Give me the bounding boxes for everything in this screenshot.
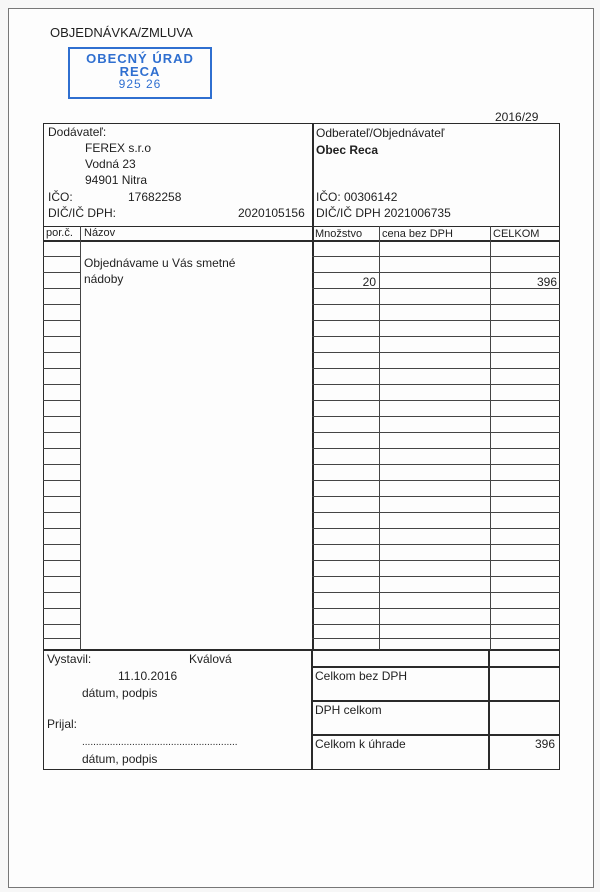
row-line xyxy=(312,384,560,385)
signature-label-1: dátum, podpis xyxy=(82,686,158,700)
municipal-office-stamp xyxy=(68,47,212,99)
row-line xyxy=(43,448,80,449)
item-description-line-1: Objednávame u Vás smetné xyxy=(84,256,236,270)
col-line-4 xyxy=(490,226,491,650)
supplier-name: FEREX s.r.o xyxy=(85,141,152,155)
row-line xyxy=(312,496,560,497)
header-total: CELKOM xyxy=(493,228,540,240)
row-line xyxy=(43,544,80,545)
supplier-ico: 17682258 xyxy=(128,190,182,204)
row-line xyxy=(312,304,560,305)
row-line xyxy=(43,304,80,305)
table-header-line xyxy=(43,240,560,242)
row-line xyxy=(312,528,560,529)
item-quantity: 20 xyxy=(362,275,376,289)
supplier-label: Dodávateľ: xyxy=(48,125,107,139)
row-line xyxy=(312,464,560,465)
received-label: Prijal: xyxy=(47,717,78,731)
row-line xyxy=(43,638,80,639)
row-line xyxy=(43,400,80,401)
row-line xyxy=(43,352,80,353)
row-line xyxy=(43,560,80,561)
customer-dic: DIČ/IČ DPH 2021006735 xyxy=(316,206,451,220)
vat-total-label: DPH celkom xyxy=(315,703,382,717)
row-line xyxy=(43,336,80,337)
customer-ico: IČO: 00306142 xyxy=(316,190,398,204)
signature-label-2: dátum, podpis xyxy=(82,752,158,766)
row-line xyxy=(312,400,560,401)
items-table xyxy=(43,226,560,650)
issued-date: 11.10.2016 xyxy=(118,669,178,683)
totals-line-2 xyxy=(312,700,560,702)
row-line xyxy=(43,272,80,273)
row-line xyxy=(43,624,80,625)
col-line-1 xyxy=(80,226,81,650)
supplier-ico-label: IČO: xyxy=(48,190,73,204)
col-line-2 xyxy=(312,226,314,650)
row-line xyxy=(312,624,560,625)
row-line xyxy=(312,560,560,561)
row-line xyxy=(43,256,80,257)
item-total: 396 xyxy=(536,275,557,289)
row-line xyxy=(312,320,560,321)
row-line xyxy=(312,336,560,337)
form-title: OBJEDNÁVKA/ZMLUVA xyxy=(50,25,193,40)
row-line xyxy=(43,368,80,369)
supplier-city: 94901 Nitra xyxy=(85,173,148,187)
row-line xyxy=(43,384,80,385)
row-line xyxy=(312,638,560,639)
header-price: cena bez DPH xyxy=(382,228,453,240)
row-line xyxy=(312,544,560,545)
col-line-3 xyxy=(379,226,380,650)
customer-label: Odberateľ/Objednávateľ xyxy=(316,126,445,140)
row-line xyxy=(43,464,80,465)
issued-by: Kválová xyxy=(189,652,232,666)
row-line xyxy=(312,448,560,449)
parties-divider xyxy=(312,123,314,227)
row-line xyxy=(43,480,80,481)
supplier-dic: 2020105156 xyxy=(238,206,305,220)
row-line xyxy=(43,320,80,321)
totals-line-3 xyxy=(312,734,560,736)
row-line xyxy=(312,272,560,273)
item-description-line-2: nádoby xyxy=(84,272,124,286)
row-line xyxy=(312,416,560,417)
stamp-line-3: 925 26 xyxy=(118,77,162,91)
issued-label: Vystavil: xyxy=(47,652,92,666)
row-line xyxy=(43,592,80,593)
total-due-value: 396 xyxy=(534,737,555,751)
row-line xyxy=(312,432,560,433)
document-number: 2016/29 xyxy=(495,110,539,124)
row-line xyxy=(43,528,80,529)
row-line xyxy=(312,608,560,609)
totals-line-1 xyxy=(312,666,560,668)
row-line xyxy=(43,496,80,497)
row-line xyxy=(312,368,560,369)
row-line xyxy=(43,416,80,417)
header-name: Názov xyxy=(84,227,116,239)
stamp-line-1: OBECNÝ ÚRAD xyxy=(86,51,194,66)
stamp-line-2: RECA xyxy=(119,64,161,79)
row-line xyxy=(43,512,80,513)
row-line xyxy=(312,576,560,577)
row-line xyxy=(43,432,80,433)
header-quantity: Množstvo xyxy=(315,228,363,240)
total-due-label: Celkom k úhrade xyxy=(315,737,406,751)
row-line xyxy=(43,576,80,577)
row-line xyxy=(312,352,560,353)
supplier-dic-label: DIČ/IČ DPH: xyxy=(48,206,117,220)
row-line xyxy=(312,512,560,513)
supplier-street: Vodná 23 xyxy=(85,157,136,171)
row-line xyxy=(312,592,560,593)
row-line xyxy=(312,256,560,257)
row-line xyxy=(43,608,80,609)
row-line xyxy=(43,288,80,289)
customer-name: Obec Reca xyxy=(316,143,379,157)
totals-divider xyxy=(488,650,490,770)
header-number: por.č. xyxy=(46,227,73,239)
total-without-vat-label: Celkom bez DPH xyxy=(315,669,408,683)
row-line xyxy=(312,480,560,481)
signature-dotted-line: ........................................................ xyxy=(82,737,238,748)
